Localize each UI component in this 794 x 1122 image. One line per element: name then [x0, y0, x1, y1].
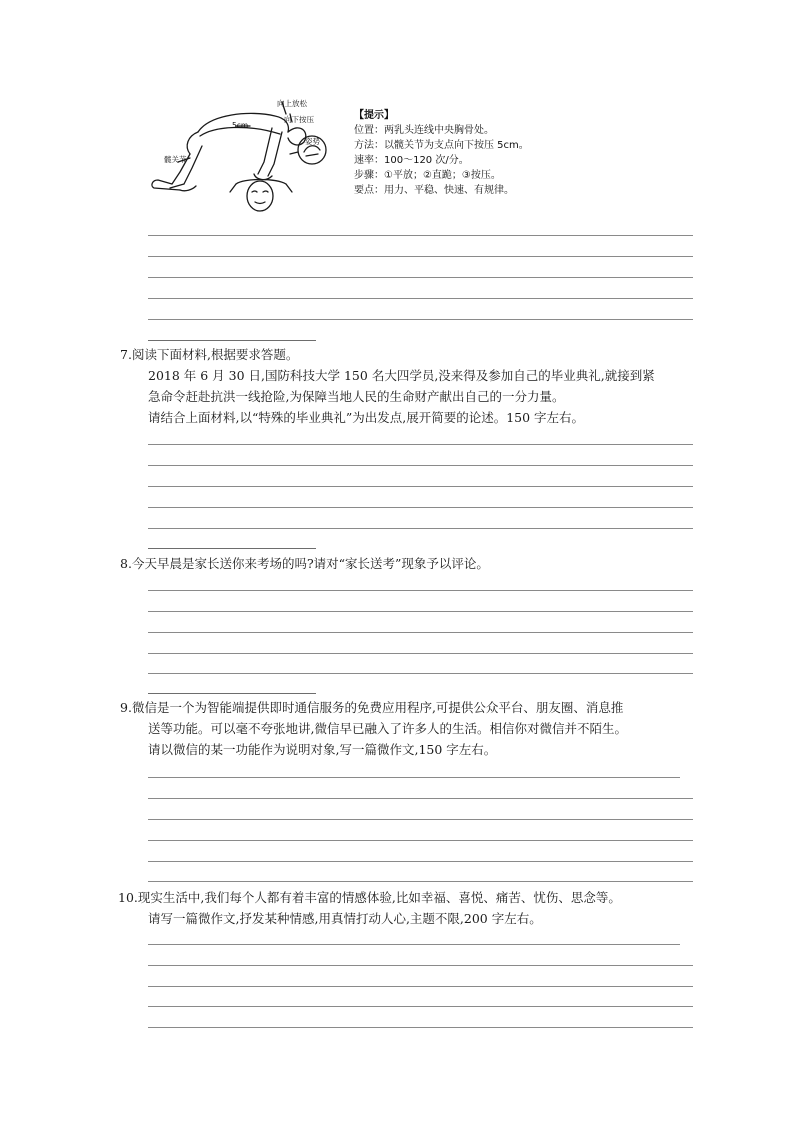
answer-line-short[interactable] [148, 548, 316, 549]
answer-line[interactable] [148, 256, 693, 257]
question-7 [120, 345, 298, 365]
tips-method: 方法：以髋关节为支点向下按压 5cm。 [354, 140, 529, 151]
tips-position: 位置：两乳头连线中央胸骨处。 [354, 125, 494, 136]
answer-line[interactable] [148, 840, 693, 841]
answer-line[interactable] [148, 777, 680, 778]
question-line: 微信是一个为智能端提供即时通信服务的免费应用程序,可提供公众平台、朋友圈、消息推 [131, 700, 624, 715]
answer-line[interactable] [148, 881, 693, 882]
question-line: 请写一篇微作文,抒发某种情感,用真情打动人心,主题不限,200 字左右。 [148, 911, 542, 926]
question-10 [118, 888, 621, 908]
answer-line[interactable] [148, 653, 693, 654]
answer-line[interactable] [148, 986, 693, 987]
question-line: 现实生活中,我们每个人都有着丰富的情感体验,比如幸福、喜悦、痛苦、忧伤、思念等。 [137, 890, 621, 905]
answer-line[interactable] [148, 507, 693, 508]
answer-line[interactable] [148, 486, 693, 487]
answer-line-short[interactable] [148, 693, 316, 694]
tips-key-points: 要点：用力、平稳、快速、有规律。 [354, 185, 514, 196]
answer-line[interactable] [148, 444, 693, 445]
cpr-tips [354, 108, 529, 198]
answer-line[interactable] [148, 590, 693, 591]
tips-rate: 速率：100～120 次/分。 [354, 155, 469, 166]
question-line: 请以微信的某一功能作为说明对象,写一篇微作文,150 字左右。 [148, 742, 497, 757]
label-hip-joint: 髋关节 [164, 155, 187, 164]
question-line: 阅读下面材料,根据要求答题。 [131, 347, 299, 362]
answer-line[interactable] [148, 819, 693, 820]
question-8 [120, 554, 489, 574]
answer-line[interactable] [148, 319, 693, 320]
answer-line[interactable] [148, 298, 693, 299]
label-up-relax: 向上放松 [277, 99, 307, 108]
question-line: 送等功能。可以毫不夸张地讲,微信早已融入了许多人的生活。相信你对微信并不陌生。 [148, 721, 627, 736]
answer-line-short[interactable] [148, 340, 316, 341]
tips-title: 【提示】 [354, 110, 394, 121]
answer-line[interactable] [148, 528, 693, 529]
question-line: 2018 年 6 月 30 日,国防科技大学 150 名大四学员,没来得及参加自己的毕业典礼,就接到紧 [148, 368, 655, 383]
label-depth: 5cm [232, 121, 249, 130]
answer-line[interactable] [148, 1027, 693, 1028]
answer-line[interactable] [148, 235, 693, 236]
question-number: 7. [120, 347, 132, 362]
answer-line[interactable] [148, 611, 693, 612]
question-number: 9. [120, 700, 132, 715]
label-down-press: 向下按压 [284, 115, 314, 124]
answer-line[interactable] [148, 1006, 693, 1007]
tips-steps: 步骤：①平放；②直跪；③按压。 [354, 170, 501, 181]
question-number: 10. [118, 890, 138, 905]
answer-line[interactable] [148, 798, 693, 799]
answer-line[interactable] [148, 861, 693, 862]
question-9 [120, 698, 623, 718]
answer-line[interactable] [148, 673, 693, 674]
question-line: 急命令赶赴抗洪一线抢险,为保障当地人民的生命财产献出自己的一分力量。 [148, 389, 565, 404]
answer-line[interactable] [148, 965, 693, 966]
answer-line[interactable] [148, 465, 693, 466]
answer-line[interactable] [148, 277, 693, 278]
answer-line[interactable] [148, 632, 693, 633]
question-line: 请结合上面材料,以“特殊的毕业典礼”为出发点,展开简要的论述。150 字左右。 [148, 410, 585, 425]
answer-line[interactable] [148, 944, 680, 945]
label-gesture: 姿势 [305, 137, 320, 146]
question-number: 8. [120, 556, 132, 571]
question-line: 今天早晨是家长送你来考场的吗?请对“家长送考”现象予以评论。 [131, 556, 489, 571]
